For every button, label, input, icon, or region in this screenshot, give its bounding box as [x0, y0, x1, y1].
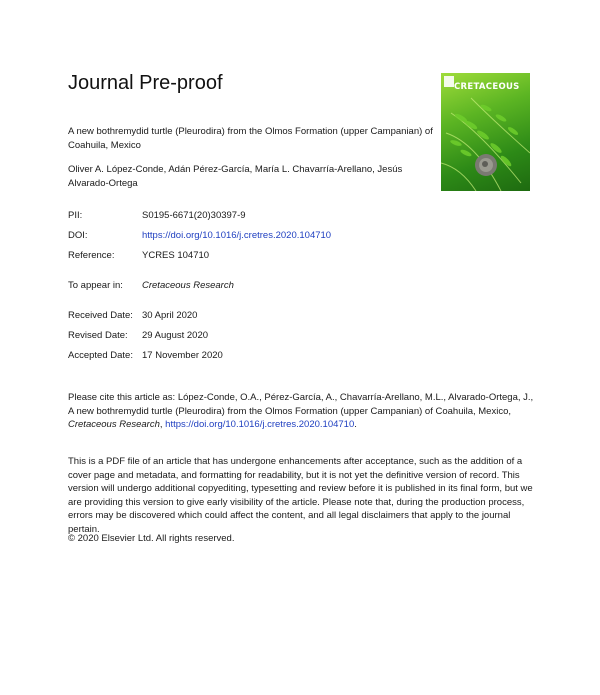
doi-label: DOI:	[68, 230, 88, 241]
appear-row	[68, 280, 234, 291]
received-label: Received Date:	[68, 310, 133, 321]
pii-value: S0195-6671(20)30397-9	[142, 210, 246, 221]
citation-prefix: Please cite this article as: López-Conde, O.A., Pérez-García, A., Chavarría-Arellano, M.L., Alvarado-Ortega, J., A new bothremydid turtle (Pleurodira) from the Olmos Formation (upper Campanian) of Coahuila, Mexico,	[68, 392, 534, 417]
accepted-label: Accepted Date:	[68, 350, 133, 361]
citation-end: .	[354, 419, 357, 430]
doi-row	[68, 230, 331, 241]
revised-value: 29 August 2020	[142, 330, 209, 341]
appear-label: To appear in:	[68, 280, 123, 291]
accepted-value: 17 November 2020	[142, 350, 223, 361]
citation-sep: ,	[159, 419, 166, 430]
received-row	[68, 310, 197, 321]
reference-label: Reference:	[68, 250, 115, 261]
reference-value: YCRES 104710	[142, 250, 210, 261]
elsevier-logo-icon	[444, 76, 454, 87]
copyright-notice: © 2020 Elsevier Ltd. All rights reserved.	[68, 533, 235, 544]
pii-row	[68, 210, 246, 221]
doi-link[interactable]: https://doi.org/10.1016/j.cretres.2020.104710	[142, 230, 332, 241]
reference-row	[68, 250, 209, 261]
revised-label: Revised Date:	[68, 330, 128, 341]
revised-row	[68, 330, 208, 341]
citation-paragraph	[68, 391, 538, 432]
accepted-row	[68, 350, 223, 361]
appear-value: Cretaceous Research	[142, 280, 234, 291]
cover-title: CRETACEOUS	[454, 82, 520, 92]
journal-cover-image	[441, 73, 530, 191]
pii-label: PII:	[68, 210, 83, 221]
page-heading: Journal Pre-proof	[68, 72, 223, 94]
article-title: A new bothremydid turtle (Pleurodira) from the Olmos Formation (upper Campanian) of Coahuila, Mexico	[68, 126, 433, 151]
article-authors: Oliver A. López-Conde, Adán Pérez-García, María L. Chavarría-Arellano, Jesús Alvarado-Ortega	[68, 164, 403, 189]
citation-doi-link[interactable]: https://doi.org/10.1016/j.cretres.2020.104710	[165, 419, 355, 430]
citation-journal: Cretaceous Research	[68, 419, 160, 430]
received-value: 30 April 2020	[142, 310, 198, 321]
disclaimer-paragraph: This is a PDF file of an article that has undergone enhancements after acceptance, such as the addition of a cover page and metadata, and formatting for readability, but it is not yet the definitive version of record. This version will undergo additional copyediting, typesetting and review before it is published in its final form, but we are providing this version to give early visibility of the article. Please note that, during the production process, errors may be discovered which could affect the content, and all legal disclaimers that apply to the journal pertain.	[68, 456, 533, 535]
